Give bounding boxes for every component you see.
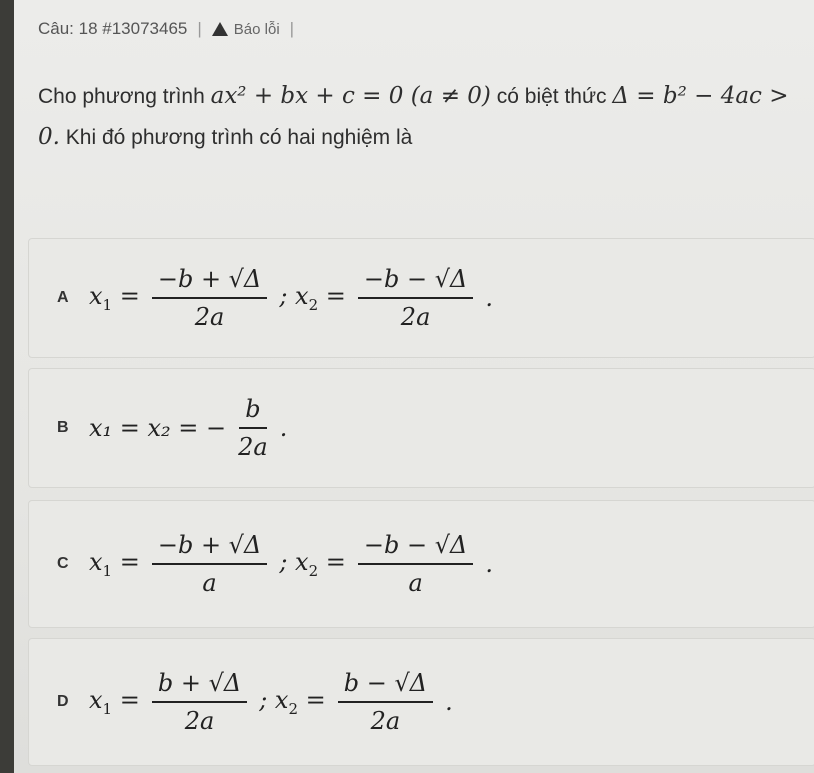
option-d-expression: $x_1$ = $\frac{b + √\Delta}{2a}$ ; $x_2$ = $\frac{b - √\Delta}{2a}$ . [89, 669, 453, 735]
numerator: −b − √Δ [358, 531, 473, 565]
denominator: 2a [238, 433, 268, 461]
question-id: Câu: 18 #13073465 [38, 19, 188, 38]
option-letter: B [57, 419, 69, 436]
denominator: 2a [400, 303, 431, 331]
numerator: −b − √Δ [358, 265, 473, 299]
denominator: a [202, 569, 217, 597]
option-letter: A [57, 289, 69, 306]
numerator: b − √Δ [338, 669, 433, 703]
discriminant: Δ = b² − 4ac > 0. [38, 83, 789, 150]
denominator: 2a [184, 707, 215, 735]
warning-icon [212, 22, 228, 36]
denominator: 2a [194, 303, 225, 331]
report-error-label: Báo lỗi [233, 20, 280, 38]
separator: | [197, 19, 202, 38]
option-a-expression: $x_1$ = $\frac{-b + √\Delta}{2a}$ ; $x_2$ = $\frac{-b - √\Delta}{2a}$ . [89, 265, 493, 331]
fraction [152, 265, 267, 331]
separator-2: | [289, 19, 295, 38]
question-header [38, 14, 294, 44]
fraction [358, 531, 473, 597]
fraction [338, 669, 433, 735]
option-letter: C [57, 555, 69, 572]
fraction [152, 669, 247, 735]
denominator: 2a [370, 707, 401, 735]
lhs: x₁ = x₂ = − [89, 414, 227, 442]
option-letter: D [57, 693, 69, 710]
option-c-expression: $x_1$ = $\frac{-b + √\Delta}{a}$ ; $x_2$ = $\frac{-b - √\Delta}{a}$ . [89, 531, 493, 597]
denominator: a [408, 569, 423, 597]
left-edge [0, 0, 14, 773]
question-page [14, 0, 814, 773]
question-suffix: Khi đó phương trình có hai nghiệm là [65, 126, 413, 149]
question-text [38, 76, 798, 158]
numerator: −b + √Δ [152, 531, 267, 565]
question-mid: có biệt thức [496, 85, 607, 108]
numerator: −b + √Δ [152, 265, 267, 299]
fraction [238, 395, 268, 461]
numerator: b [239, 395, 266, 429]
fraction [152, 531, 267, 597]
option-b[interactable] [28, 368, 814, 488]
fraction [358, 265, 473, 331]
option-a[interactable] [28, 238, 814, 358]
numerator: b + √Δ [152, 669, 247, 703]
option-d[interactable] [28, 638, 814, 766]
question-prefix: Cho phương trình [38, 85, 205, 108]
option-b-expression: x₁ = x₂ = − $\frac{b}{2a}$ . [89, 395, 288, 461]
report-error-button[interactable] [212, 21, 280, 38]
equation: ax² + bx + c = 0 (a ≠ 0) [210, 83, 491, 109]
option-c[interactable] [28, 500, 814, 628]
